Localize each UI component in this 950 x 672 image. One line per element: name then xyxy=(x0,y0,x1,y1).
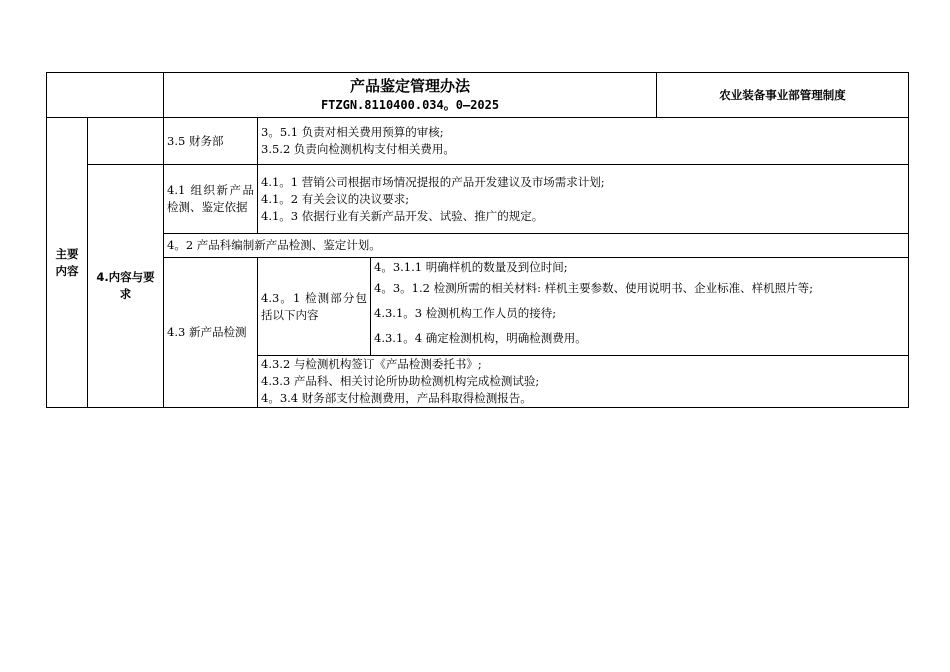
finance-row xyxy=(47,118,909,165)
header-row xyxy=(47,73,909,118)
plan-row xyxy=(47,234,909,258)
header-title-cell xyxy=(164,73,657,118)
basis-line: 4.1。3 依据行业有关新产品开发、试验、推广的规定。 xyxy=(261,208,544,223)
basis-items xyxy=(258,165,909,234)
finance-label: 3.5 财务部 xyxy=(164,118,258,165)
testing-sub-item: 4.3.1。3 检测机构工作人员的接待; xyxy=(374,306,557,320)
testing-sub-label: 4.3。1 检测部分包括以下内容 xyxy=(258,258,371,356)
finance-line: 3。5.1 负责对相关费用预算的审核; xyxy=(261,125,444,139)
testing-sub-items xyxy=(371,276,909,356)
testing-sub-item: 4。3.1.1 明确样机的数量及到位时间; xyxy=(371,258,909,277)
basis-line: 4.1。1 营销公司根据市场情况提报的产品开发建议及市场需求计划; xyxy=(261,174,605,189)
basis-line: 4.1。2 有关会议的决议要求; xyxy=(261,191,410,206)
testing-sub-item: 4。3。1.2 检测所需的相关材料: 样机主要参数、使用说明书、企业标准、样机照片等; xyxy=(374,281,813,295)
finance-duties xyxy=(258,118,909,165)
plan-text: 4。2 产品科编制新产品检测、鉴定计划。 xyxy=(164,234,909,258)
testing-followup-items xyxy=(258,356,909,408)
management-system-name: 农业装备事业部管理制度 xyxy=(657,73,909,118)
testing-label: 4.3 新产品检测 xyxy=(164,258,258,408)
finance-line: 3.5.2 负责向检测机构支付相关费用。 xyxy=(261,142,455,156)
testing-row xyxy=(47,258,909,277)
main-content-label: 主要内容 xyxy=(47,118,88,408)
basis-label: 4.1 组织新产品检测、鉴定依据 xyxy=(164,165,258,234)
testing-line: 4.3.2 与检测机构签订《产品检测委托书》; xyxy=(261,357,482,371)
document-code: FTZGN.8110400.034。0—2025 xyxy=(320,98,500,112)
testing-sub-item: 4.3.1。4 确定检测机构，明确检测费用。 xyxy=(374,331,587,345)
finance-blank-cell xyxy=(88,118,164,165)
regulation-table xyxy=(46,72,909,408)
basis-row xyxy=(47,165,909,234)
testing-line: 4。3.4 财务部支付检测费用，产品科取得检测报告。 xyxy=(261,391,532,405)
document-title: 产品鉴定管理办法 xyxy=(350,77,471,95)
testing-line: 4.3.3 产品科、相关讨论所协助检测机构完成检测试验; xyxy=(261,374,540,388)
header-blank-cell xyxy=(47,73,164,118)
content-requirements-label: 4.内容与要求 xyxy=(88,165,164,408)
